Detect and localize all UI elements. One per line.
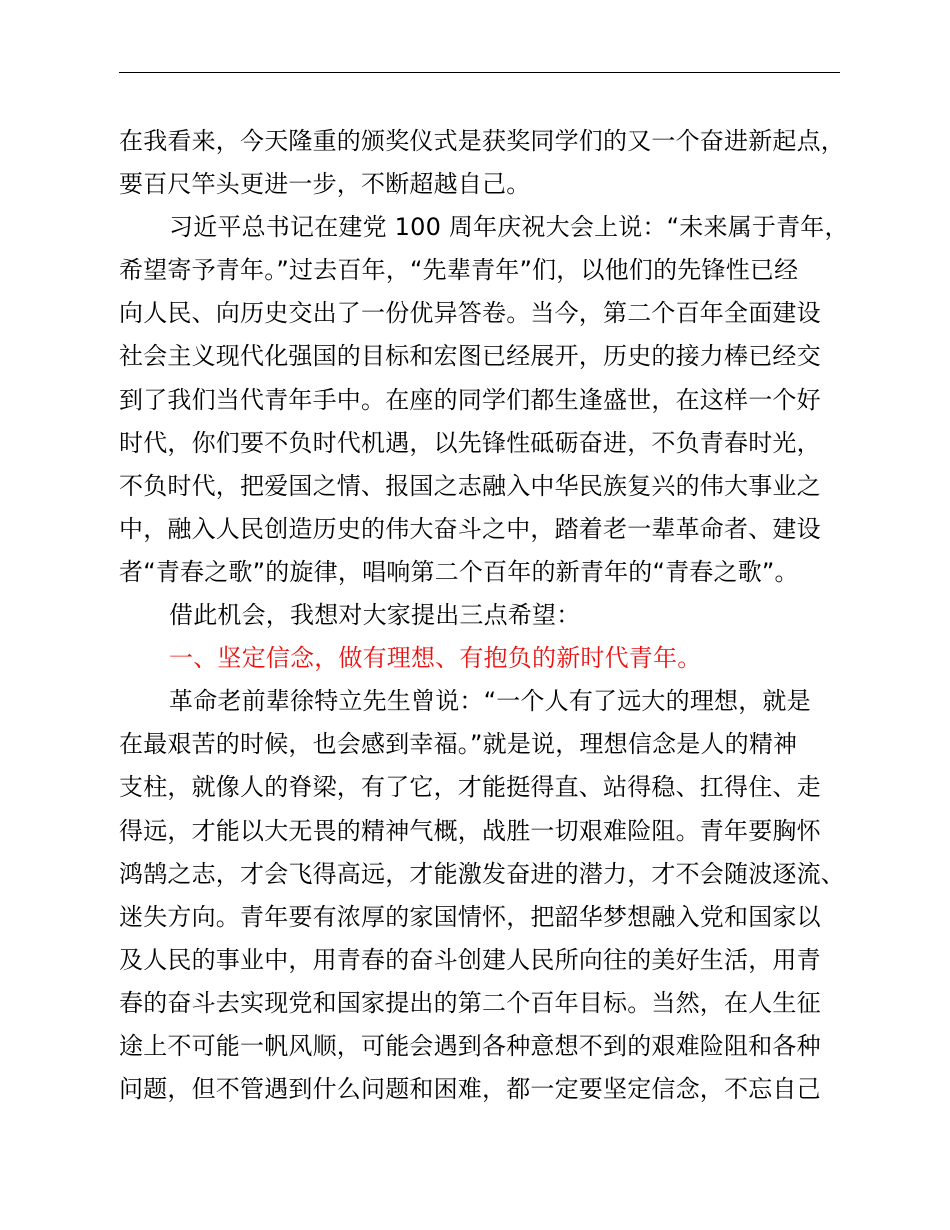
text-line: 到了我们当代青年手中。在座的同学们都生逢盛世，在这样一个好 [119,385,821,414]
text-line: 春的奋斗去实现党和国家提出的第二个百年目标。当然，在人生征 [119,988,821,1017]
section-heading: 一、坚定信念，做有理想、有抱负的新时代青年。 [169,644,702,673]
text-line: 及人民的事业中，用青春的奋斗创建人民所向往的美好生活，用青 [119,945,821,974]
text-line: 不负时代，把爱国之情、报国之志融入中华民族复兴的伟大事业之 [119,471,821,500]
text-line: 社会主义现代化强国的目标和宏图已经展开，历史的接力棒已经交 [119,342,821,371]
text-line: 得远，才能以大无畏的精神气概，战胜一切艰难险阻。青年要胸怀 [119,816,821,845]
text-line: 问题，但不管遇到什么问题和困难，都一定要坚定信念，不忘自己 [119,1075,821,1104]
text-line: 习近平总书记在建党 100 周年庆祝大会上说：“未来属于青年， [169,213,849,242]
body-text [119,120,854,1111]
text-line: 借此机会，我想对大家提出三点希望： [169,601,581,630]
text-line: 支柱，就像人的脊梁，有了它，才能挺得直、站得稳、扛得住、走 [119,773,821,802]
text-line: 希望寄予青年。”过去百年，“先辈青年”们，以他们的先锋性已经 [119,256,799,285]
text-line: 时代，你们要不负时代机遇，以先锋性砥砺奋进，不负青春时光， [119,428,821,457]
text-line: 向人民、向历史交出了一份优异答卷。当今，第二个百年全面建设 [119,299,821,328]
text-line: 要百尺竿头更进一步，不断超越自己。 [119,170,531,199]
text-line: 革命老前辈徐特立先生曾说：“一个人有了远大的理想，就是 [169,687,811,716]
text-line: 在最艰苦的时候，也会感到幸福。”就是说，理想信念是人的精神 [119,730,798,759]
header-rule [119,72,840,73]
text-line: 迷失方向。青年要有浓厚的家国情怀，把韶华梦想融入党和国家以 [119,902,821,931]
text-line: 在我看来，今天隆重的颁奖仪式是获奖同学们的又一个奋进新起点， [119,127,845,155]
text-line: 者“青春之歌”的旋律，唱响第二个百年的新青年的“青春之歌”。 [119,557,799,586]
text-line: 途上不可能一帆风顺，可能会遇到各种意想不到的艰难险阻和各种 [119,1031,821,1060]
text-line: 中，融入人民创造历史的伟大奋斗之中，踏着老一辈革命者、建设 [119,514,821,543]
text-line: 鸿鹄之志，才会飞得高远，才能激发奋进的潜力，才不会随波逐流、 [119,859,845,888]
